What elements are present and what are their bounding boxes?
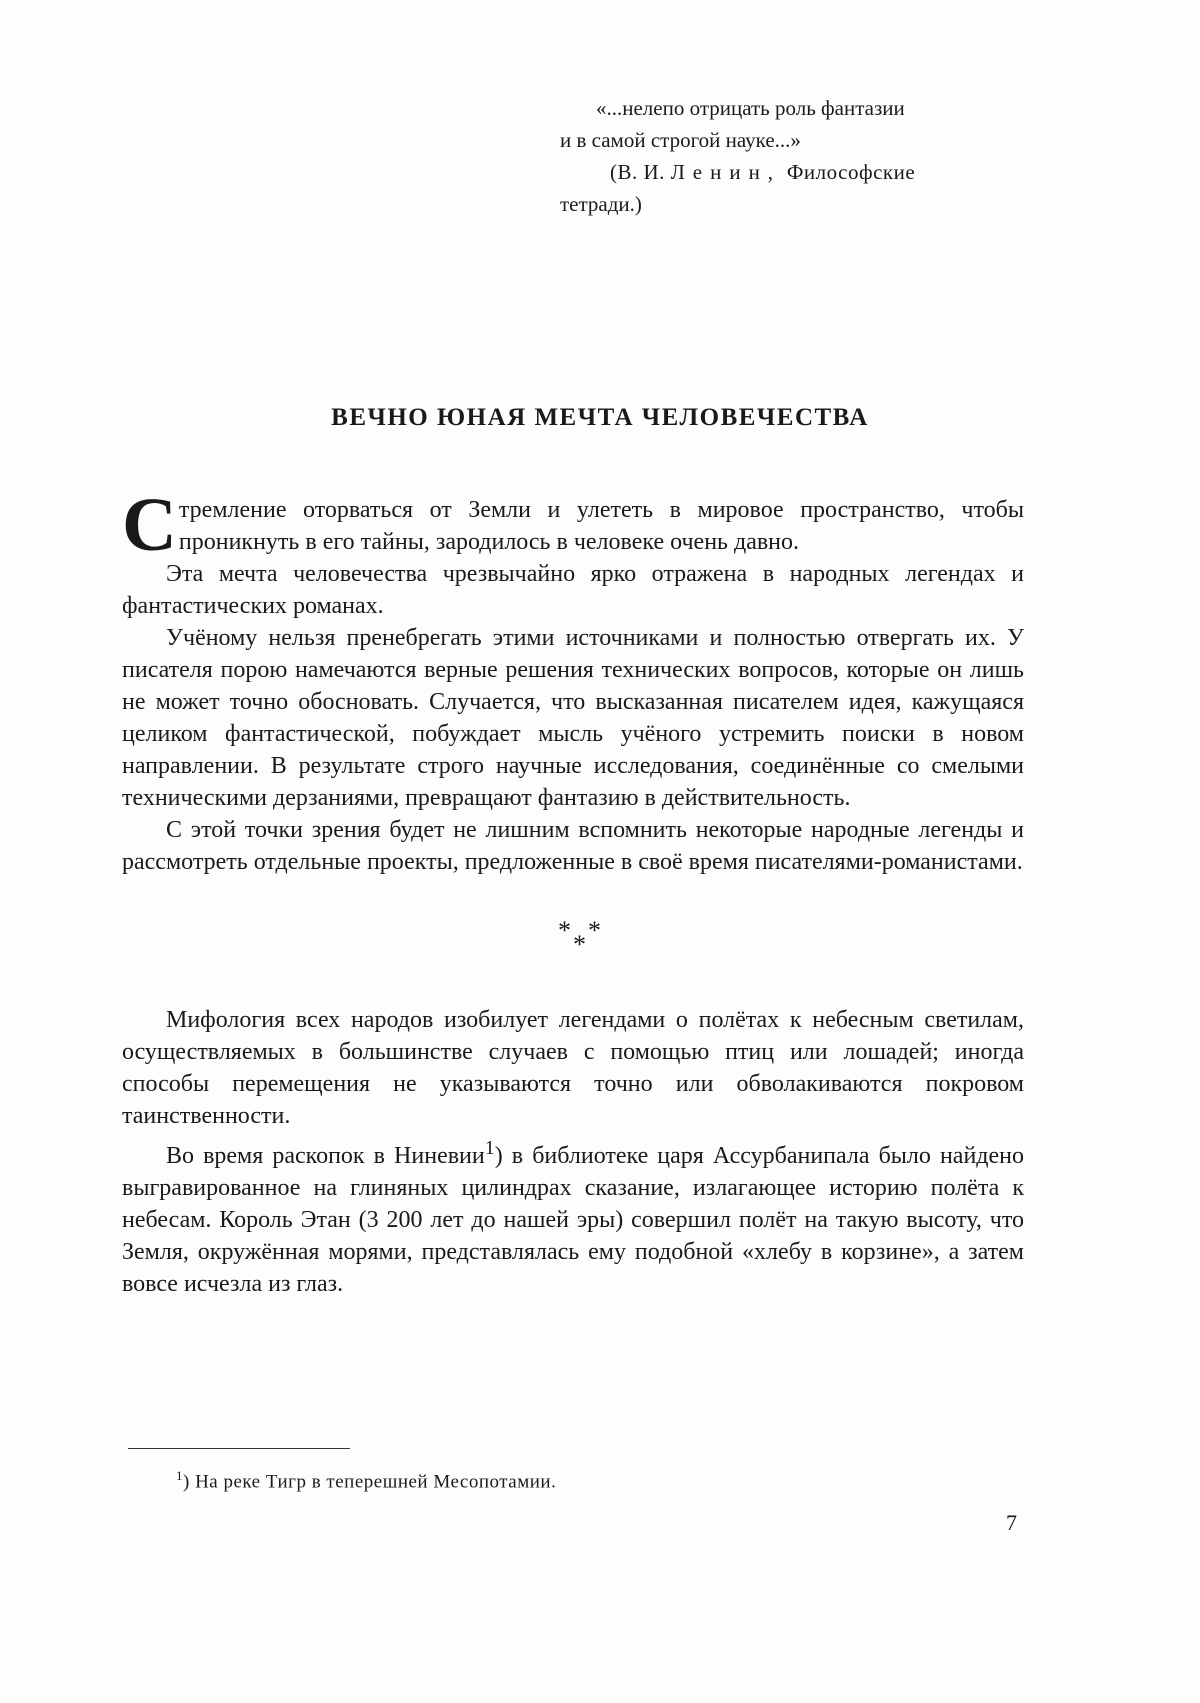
- footnote-text: ) На реке Тигр в теперешней Месопотамии.: [183, 1471, 557, 1493]
- page-number: 7: [1006, 1510, 1017, 1535]
- paragraph-6-text-a: Во время раскопок в Ниневии: [166, 1143, 485, 1169]
- paragraph-4: С этой точки зрения будет не лишним вспомнить некоторые народные легенды и рассмотреть отдельные проекты, предложенные в своё время писателями-романистами.: [122, 817, 1024, 875]
- asterisk: *: [573, 930, 586, 959]
- paragraph-1-text: тремление оторваться от Земли и улететь в мировое пространство, чтобы проникнуть в его тайны, зародилось в человеке очень давно.: [178, 497, 1024, 555]
- footnote-mark: 1: [176, 1468, 183, 1483]
- footnote: [176, 1468, 556, 1493]
- chapter-title: ВЕЧНО ЮНАЯ МЕЧТА ЧЕЛОВЕЧЕСТВА: [331, 404, 869, 431]
- paragraph-2: Эта мечта человечества чрезвычайно ярко отражена в народных легендах и фантастических романах.: [122, 561, 1024, 619]
- paragraph-6-text-b: ) в библиотеке царя Ассурбанипала было найдено выгравированное на глиняных цилиндрах сказание, излагающее историю полёта к небесам. Король Этан (3 200 лет до нашей эры) совершил полёт на такую высоту, что Земля, окружённая морями, представлялась ему подобной «хлебу в корзине», а затем вовсе исчезла из глаз.: [122, 1143, 1024, 1297]
- asterisk: *: [588, 916, 601, 945]
- paragraph-5: Мифология всех народов изобилует легендами о полётах к небесным светилам, осуществляемых в большинстве случаев с помощью птиц или лошадей; иногда способы перемещения не указываются точно или обволакиваются покровом таинственности.: [122, 1007, 1024, 1129]
- paragraph-1: [122, 483, 1024, 567]
- epigraph-line-1: «...нелепо отрицать роль фантазии: [596, 96, 905, 120]
- epigraph: [560, 92, 1030, 220]
- footnote-reference: 1: [484, 1137, 495, 1159]
- epigraph-source-author: Ленин,: [670, 160, 782, 184]
- epigraph-source-open: (В. И.: [610, 160, 671, 184]
- epigraph-source-work: Философские: [781, 160, 916, 184]
- asterisk: *: [558, 916, 571, 945]
- paragraph-3: Учёному нельзя пренебрегать этими источниками и полностью отвергать их. У писателя порою намечаются верные решения технических вопросов, которые он лишь не может точно обосновать. Случается, что высказанная писателем идея, кажущаяся целиком фантастической, побуждает мысль учёного устремить поиски в новом направлении. В результате строго научные исследования, соединённые со смелыми техническими дерзаниями, превращают фантазию в действительность.: [122, 625, 1024, 811]
- paragraph-6: [122, 1132, 1024, 1300]
- section-separator: [122, 918, 1024, 958]
- footnote-divider: [128, 1448, 350, 1449]
- epigraph-source: [560, 156, 1030, 188]
- body-text: [122, 483, 1024, 1300]
- drop-cap: С: [122, 483, 177, 567]
- epigraph-source-line-2: тетради.): [560, 192, 642, 216]
- epigraph-line-2: и в самой строгой науке...»: [560, 128, 801, 152]
